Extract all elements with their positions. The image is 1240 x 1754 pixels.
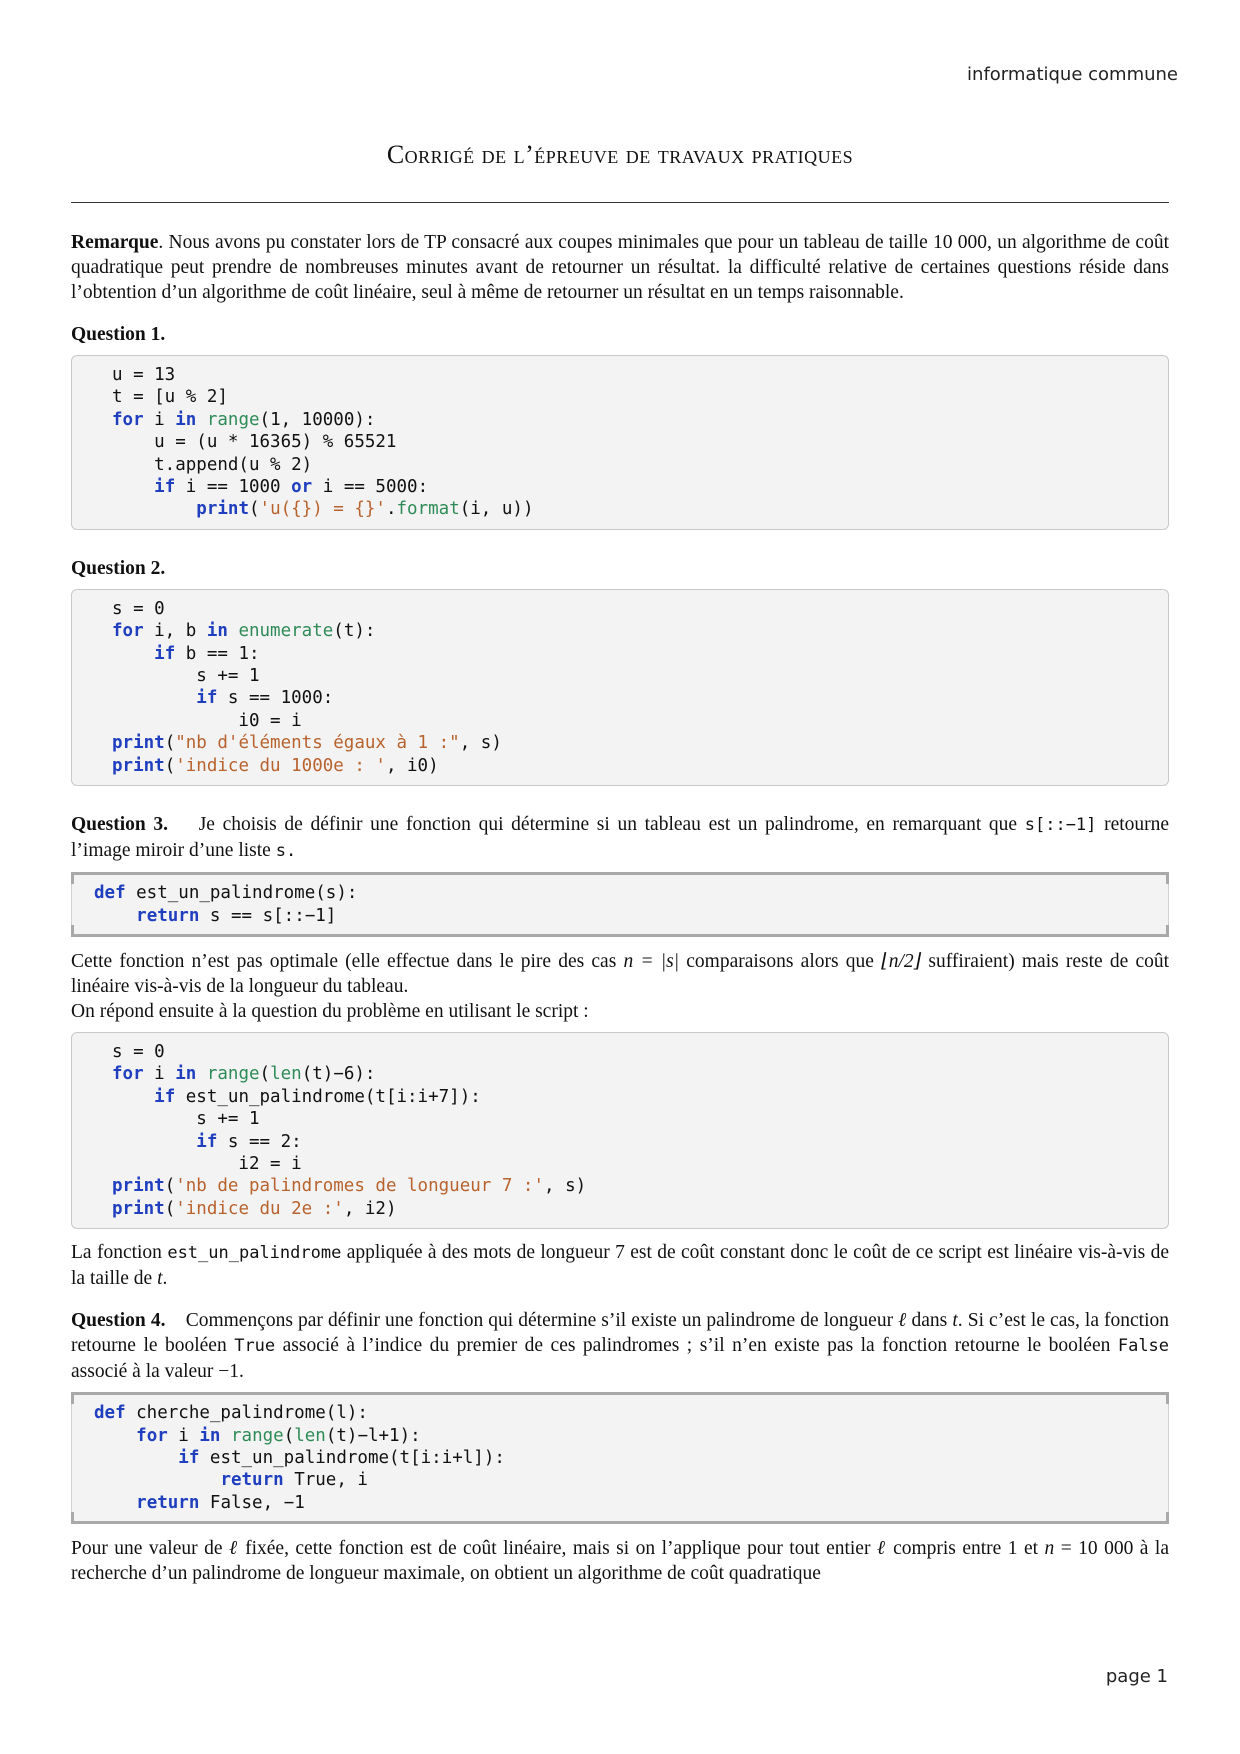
inline-code: True: [234, 1336, 276, 1357]
code-keyword: if: [154, 643, 176, 664]
code-builtin: print: [112, 1176, 165, 1197]
code-text: (t)−6):: [301, 1064, 376, 1085]
code-text: .: [385, 499, 397, 520]
code-line: [112, 643, 1128, 665]
question-1-code-block: [71, 355, 1169, 530]
code-text: True, i: [283, 1470, 368, 1491]
code-line: s = 0: [112, 1041, 165, 1062]
question-3-label: Question 3.: [71, 814, 169, 836]
code-keyword: def: [94, 1403, 126, 1424]
document-body: [71, 230, 1169, 1586]
q3-para1-c: suffiraient) mais reste de coût linéaire vis-à-vis de la longueur du tableau.: [71, 950, 1170, 997]
question-4-label: Question 4.: [71, 1310, 166, 1332]
code-builtin: print: [112, 733, 165, 754]
question-1-heading: [71, 322, 1169, 347]
code-line: [112, 1131, 1128, 1153]
code-keyword: if: [154, 1086, 176, 1107]
code-text: est_un_palindrome(s):: [125, 883, 358, 904]
code-line: s = 0: [112, 598, 165, 619]
q3-para3-b: appliquée à des mots de longueur 7 est de coût constant donc le coût de ce script est linéaire vis-à-vis de la taille de: [71, 1242, 1170, 1290]
q4-para-a: Pour une valeur de: [71, 1538, 223, 1560]
q4-intro-c: . Si c’est le cas, la fonction retourne le booléen: [71, 1310, 1170, 1357]
code-indent: [94, 1493, 136, 1513]
code-line: [94, 882, 1146, 904]
code-text: i: [143, 409, 176, 430]
code-line: i2 = i: [112, 1153, 302, 1174]
code-keyword: if: [196, 688, 218, 709]
code-indent: [112, 688, 196, 708]
question-1-label: Question 1.: [71, 324, 166, 345]
code-text: i == 1000: [175, 477, 292, 498]
math-variable: ℓ: [876, 1538, 887, 1560]
q3-para3-end: .: [162, 1268, 168, 1290]
code-string: 'u({}) = {}': [259, 499, 386, 520]
code-text: i, b: [143, 621, 207, 642]
math-variable: ℓ: [228, 1538, 239, 1560]
code-text: [220, 1426, 231, 1446]
code-indent: [112, 1087, 154, 1107]
code-line: [94, 1447, 1146, 1469]
code-text: (t)−l+1):: [325, 1425, 421, 1446]
q4-para-c: compris entre 1 et: [893, 1538, 1039, 1560]
code-indent: [112, 477, 154, 497]
q4-intro-e: associé à la valeur −1.: [71, 1361, 244, 1383]
code-keyword: for: [112, 1064, 144, 1085]
q3-script-intro: On répond ensuite à la question du problème en utilisant le script :: [71, 1000, 589, 1022]
q4-intro-b: dans: [911, 1310, 948, 1332]
code-line: [112, 1063, 1128, 1085]
code-line: [94, 1492, 1146, 1514]
q4-intro-a: Commençons par définir une fonction qui détermine s’il existe un palindrome de longueur: [185, 1310, 894, 1332]
code-text: (: [248, 499, 260, 520]
code-keyword: in: [175, 1064, 197, 1085]
code-line: [94, 1425, 1146, 1447]
code-builtin: range: [206, 1064, 260, 1085]
code-builtin: print: [112, 1198, 165, 1219]
code-text: False, −1: [199, 1492, 305, 1513]
code-keyword: or: [291, 477, 313, 498]
code-line: u = 13: [112, 365, 176, 385]
code-keyword: return: [136, 905, 200, 926]
q4-para-b: fixée, cette fonction est de coût linéaire, mais si on l’applique pour tout entier: [245, 1538, 871, 1560]
code-text: , i2): [343, 1198, 397, 1219]
q3-conclusion-paragraph: [71, 1240, 1169, 1291]
question-3-code-block: [71, 1032, 1169, 1229]
code-keyword: for: [136, 1425, 168, 1446]
code-text: (: [283, 1425, 295, 1446]
inline-code: est_un_palindrome: [167, 1243, 342, 1264]
math-variable: t: [952, 1310, 958, 1332]
math-expression: ⌊n/2⌋: [881, 950, 922, 972]
q4-intro-d: associé à l’indice du premier de ces palindromes ; s’il n’en existe pas la fonction retourne le booléen: [282, 1335, 1111, 1357]
code-text: cherche_palindrome(l):: [125, 1403, 368, 1424]
code-keyword: in: [199, 1425, 221, 1446]
code-text: (: [259, 1064, 271, 1085]
code-line: [112, 755, 1128, 777]
code-text: (: [164, 1198, 176, 1219]
code-builtin: format: [396, 499, 460, 520]
code-text: i: [167, 1425, 200, 1446]
code-text: b == 1:: [175, 643, 260, 664]
q3-intro-rest: retourne l’image miroir d’une liste: [71, 814, 1170, 862]
inline-code: s.: [275, 841, 297, 862]
math-expression: n = |s|: [623, 950, 680, 972]
code-keyword: for: [112, 409, 144, 430]
inline-code: s[::−1]: [1024, 815, 1097, 836]
remark-label: Remarque: [71, 232, 159, 253]
remark-text: . Nous avons pu constater lors de TP consacré aux coupes minimales que pour un tableau de taille 10 000, un algorithme de coût quadratique peut prendre de nombreuses minutes avant de retourner un résultat. la difficulté relative de certaines questions réside dans l’obtention d’un algorithme de coût linéaire, seul à même de retourner un résultat en un temps raisonnable.: [71, 232, 1169, 303]
code-text: i == 5000:: [312, 477, 429, 498]
q3-complexity-paragraph: [71, 949, 1169, 999]
question-2-label: Question 2.: [71, 557, 166, 579]
math-variable: ℓ: [898, 1310, 907, 1332]
code-text: est_un_palindrome(t[i:i+l]):: [199, 1447, 505, 1468]
code-line: [94, 1402, 1146, 1424]
code-builtin: len: [294, 1425, 326, 1446]
code-line: [112, 1175, 1128, 1197]
code-indent: [112, 644, 154, 664]
code-text: , s): [459, 733, 502, 754]
code-text: , s): [544, 1176, 587, 1197]
math-variable: n: [1044, 1538, 1055, 1560]
code-text: (: [164, 755, 176, 776]
code-keyword: return: [220, 1470, 284, 1491]
code-text: i: [143, 1064, 176, 1085]
code-builtin: print: [196, 499, 249, 520]
code-builtin: range: [231, 1425, 284, 1446]
code-line: [112, 1086, 1128, 1108]
code-text: est_un_palindrome(t[i:i+7]):: [175, 1086, 481, 1107]
code-line: s += 1: [112, 1109, 260, 1130]
code-line: [112, 687, 1128, 709]
code-keyword: def: [94, 883, 126, 904]
code-keyword: if: [178, 1447, 200, 1468]
code-indent: [112, 499, 196, 519]
code-keyword: if: [154, 477, 176, 498]
title-divider: [71, 202, 1169, 203]
code-line: s += 1: [112, 666, 260, 687]
question-3-intro: [71, 812, 1169, 864]
remark-paragraph: [71, 230, 1169, 305]
code-line: [112, 409, 1128, 431]
code-indent: [94, 906, 136, 926]
q3-para1-b: comparaisons alors que: [686, 950, 874, 972]
code-keyword: if: [196, 1131, 218, 1152]
code-keyword: return: [136, 1492, 200, 1513]
code-indent: [94, 1470, 220, 1490]
code-text: s == s[::−1]: [199, 905, 337, 926]
inline-code: False: [1117, 1336, 1170, 1357]
code-text: (i, u)): [459, 499, 534, 520]
code-line: [112, 476, 1128, 498]
code-string: 'indice du 2e :': [175, 1198, 344, 1219]
code-string: "nb d'éléments égaux à 1 :": [175, 733, 460, 754]
code-line: [112, 498, 1128, 520]
code-line: i0 = i: [112, 710, 302, 731]
code-line: t = [u % 2]: [112, 387, 228, 408]
q3-para3-a: La fonction: [71, 1242, 162, 1264]
code-keyword: for: [112, 621, 144, 642]
q3-intro-text: Je choisis de définir une fonction qui détermine si un tableau est un palindrome, en remarquant que: [198, 814, 1018, 836]
code-keyword: in: [206, 621, 228, 642]
q4-complexity-paragraph: [71, 1536, 1169, 1586]
question-2-code-block: [71, 589, 1169, 786]
code-line: u = (u * 16365) % 65521: [112, 432, 397, 453]
code-string: 'indice du 1000e : ': [175, 755, 386, 776]
code-text: , i0): [385, 755, 439, 776]
code-builtin: enumerate: [238, 621, 334, 642]
page-title: Corrigé de l’épreuve de travaux pratiques: [386, 140, 854, 169]
code-line: [94, 905, 1146, 927]
code-keyword: in: [175, 409, 197, 430]
code-text: s == 2:: [217, 1131, 302, 1152]
math-variable: t: [157, 1268, 163, 1290]
code-text: (1, 10000):: [259, 409, 376, 430]
code-indent: [94, 1448, 178, 1468]
code-builtin: len: [270, 1064, 302, 1085]
code-text: [196, 410, 207, 430]
code-text: [196, 1064, 207, 1084]
code-text: (: [164, 1176, 176, 1197]
code-builtin: range: [206, 409, 260, 430]
code-indent: [112, 1132, 196, 1152]
code-line: [112, 732, 1128, 754]
question-2-heading: [71, 556, 1169, 581]
code-text: s == 1000:: [217, 688, 334, 709]
q4-para-d: = 10 000 à la recherche d’un palindrome de longueur maximale, on obtient un algorithme de coût quadratique: [71, 1538, 1169, 1585]
q3-para1-a: Cette fonction n’est pas optimale (elle effectue dans le pire des cas: [71, 950, 617, 972]
code-text: (: [164, 733, 176, 754]
code-text: [228, 621, 239, 641]
page-number: page 1: [1105, 1666, 1168, 1687]
code-builtin: print: [112, 755, 165, 776]
course-tag: informatique commune: [967, 64, 1178, 85]
question-4-code-block: [71, 1392, 1169, 1524]
code-string: 'nb de palindromes de longueur 7 :': [175, 1176, 544, 1197]
code-line: [112, 620, 1128, 642]
code-line: [94, 1469, 1146, 1491]
code-line: t.append(u % 2): [112, 454, 313, 475]
code-line: [112, 1198, 1128, 1220]
palindrome-function-code-block: [71, 872, 1169, 937]
code-indent: [94, 1426, 136, 1446]
question-4-intro: [71, 1308, 1169, 1384]
code-text: (t):: [333, 621, 376, 642]
